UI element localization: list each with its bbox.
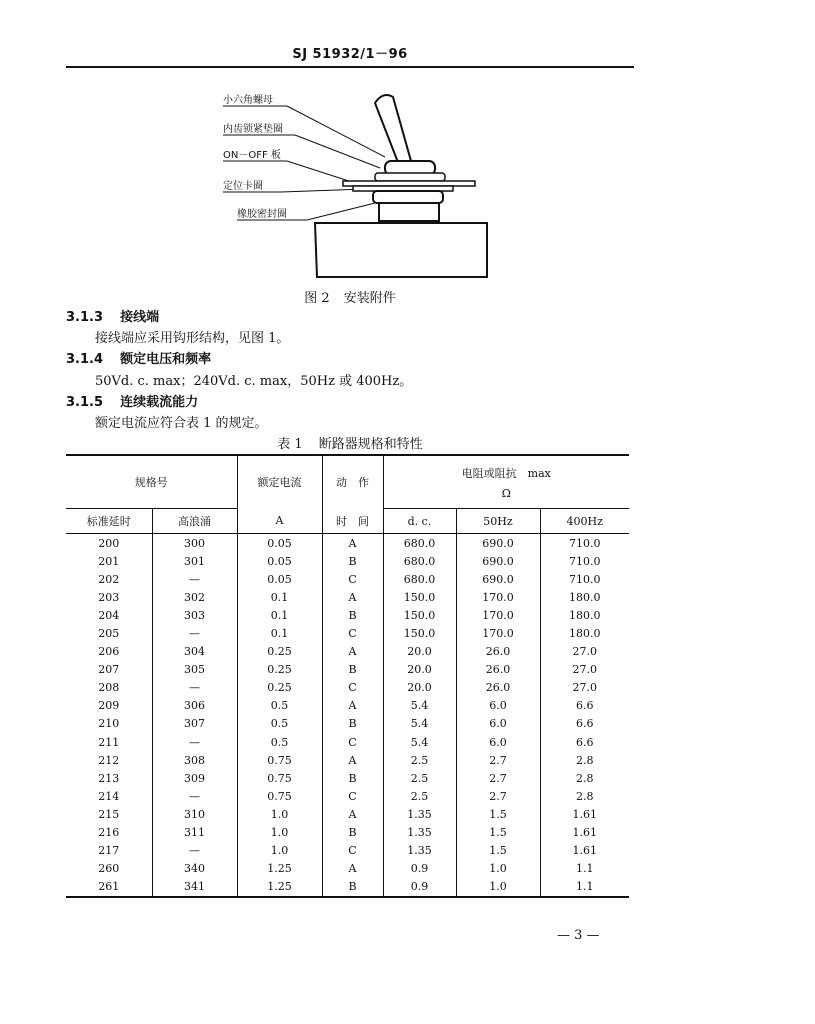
- high-surge-cell: 341: [152, 878, 237, 897]
- standard-delay-cell: 209: [98, 699, 120, 713]
- dc-resistance-cell: 5.4: [383, 697, 456, 715]
- high-surge-cell: 309: [152, 769, 237, 787]
- action-time-cell: A: [322, 697, 383, 715]
- 400hz-impedance-cell: 2.8: [540, 751, 629, 769]
- 50hz-impedance-cell: 170.0: [456, 606, 540, 624]
- action-time-cell: C: [322, 787, 383, 805]
- 50hz-impedance-cell: 690.0: [456, 534, 540, 553]
- section-3-1-5-heading: [66, 391, 198, 410]
- dc-resistance-cell: 0.9: [383, 860, 456, 878]
- dc-resistance-cell: 680.0: [383, 570, 456, 588]
- section-title: 接线端: [120, 310, 160, 325]
- standard-delay-cell: 206: [98, 645, 120, 659]
- dc-resistance-cell: 150.0: [383, 606, 456, 624]
- dc-resistance-cell: 1.35: [383, 842, 456, 860]
- resistance-header: [383, 455, 629, 509]
- dc-resistance-cell: 5.4: [383, 715, 456, 733]
- section-title: 连续载流能力: [120, 395, 199, 410]
- high-surge-cell: —: [152, 787, 237, 805]
- table-row: [66, 588, 629, 606]
- rated-current-cell: 0.5: [237, 715, 322, 733]
- dc-resistance-cell: 2.5: [383, 787, 456, 805]
- dc-resistance-cell: 680.0: [383, 534, 456, 553]
- table-caption: 断路器规格和特性: [318, 437, 423, 452]
- 400hz-impedance-cell: 180.0: [540, 606, 629, 624]
- action-time-cell: B: [322, 824, 383, 842]
- 50hz-impedance-cell: 2.7: [456, 751, 540, 769]
- 400hz-header: 400Hz: [540, 509, 629, 534]
- standard-delay-cell: 261: [66, 878, 152, 897]
- spec-table-wrapper: [66, 454, 629, 898]
- table-row: [66, 805, 629, 823]
- dc-resistance-cell: 20.0: [383, 679, 456, 697]
- action-time-cell: C: [322, 624, 383, 642]
- 400hz-impedance-cell: 1.61: [540, 842, 629, 860]
- standard-delay-cell: 212: [98, 753, 120, 767]
- figure-caption: [0, 287, 700, 306]
- 50hz-impedance-cell: 1.5: [456, 805, 540, 823]
- standard-delay-cell: 203: [98, 590, 120, 604]
- action-time-cell: A: [322, 751, 383, 769]
- page-number: — 3 —: [557, 928, 600, 943]
- dc-resistance-cell: 0.9: [383, 878, 456, 897]
- action-time-cell: C: [322, 842, 383, 860]
- table-row: [66, 733, 629, 751]
- section-3-1-3-text: 接线端应采用钩形结构，见图 1。: [95, 331, 290, 346]
- 50hz-impedance-cell: 26.0: [456, 643, 540, 661]
- high-surge-cell: 305: [152, 661, 237, 679]
- high-surge-cell: —: [152, 624, 237, 642]
- rated-current-cell: 1.0: [237, 842, 322, 860]
- rated-current-cell: 0.75: [237, 751, 322, 769]
- 400hz-impedance-cell: 1.1: [540, 860, 629, 878]
- rated-current-header: 额定电流: [237, 455, 322, 509]
- rated-current-unit: A: [237, 509, 322, 534]
- 400hz-impedance-cell: 27.0: [540, 661, 629, 679]
- action-time-cell: B: [322, 606, 383, 624]
- high-surge-cell: 310: [152, 805, 237, 823]
- high-surge-cell: —: [152, 733, 237, 751]
- rated-current-cell: 0.1: [237, 588, 322, 606]
- switch-body: [315, 223, 487, 277]
- table-row: [66, 552, 629, 570]
- standard-delay-cell: 200: [98, 536, 120, 550]
- dc-resistance-cell: 20.0: [383, 643, 456, 661]
- table-row: [66, 534, 629, 553]
- 50hz-impedance-cell: 170.0: [456, 624, 540, 642]
- section-title: 额定电压和频率: [120, 352, 212, 367]
- dc-resistance-cell: 2.5: [383, 751, 456, 769]
- high-surge-cell: 340: [152, 860, 237, 878]
- 50hz-impedance-cell: 2.7: [456, 787, 540, 805]
- 50hz-impedance-cell: 170.0: [456, 588, 540, 606]
- standard-delay-cell: 210: [98, 717, 120, 731]
- rated-current-cell: 0.25: [237, 679, 322, 697]
- action-time-cell: B: [322, 878, 383, 897]
- dc-header: d. c.: [383, 509, 456, 534]
- standard-delay-cell: 205: [98, 627, 120, 641]
- 50hz-impedance-cell: 26.0: [456, 679, 540, 697]
- toggle-switch-drawing: [215, 85, 495, 285]
- dc-resistance-cell: 1.35: [383, 805, 456, 823]
- table-row: [66, 842, 629, 860]
- action-time-cell: B: [322, 715, 383, 733]
- spec-table: [66, 454, 629, 898]
- rated-current-cell: 1.25: [237, 860, 322, 878]
- rated-current-cell: 1.0: [237, 824, 322, 842]
- resistance-header-label: 电阻或阻抗 max: [461, 466, 551, 480]
- rated-current-cell: 0.75: [237, 769, 322, 787]
- high-surge-cell: 308: [152, 751, 237, 769]
- section-number: 3.1.3: [66, 310, 104, 325]
- 400hz-impedance-cell: 27.0: [540, 643, 629, 661]
- standard-delay-cell: 213: [98, 771, 120, 785]
- 50hz-impedance-cell: 1.0: [456, 878, 540, 897]
- high-surge-cell: 300: [152, 534, 237, 553]
- standard-delay-cell: 217: [98, 844, 120, 858]
- standard-delay-cell: 260: [98, 862, 120, 876]
- 50hz-impedance-cell: 1.0: [456, 860, 540, 878]
- action-time-cell: C: [322, 570, 383, 588]
- table-row: [66, 643, 629, 661]
- fig-label-onoff-plate: ON－OFF 板: [223, 150, 281, 161]
- table-row: [66, 715, 629, 733]
- dc-resistance-cell: 680.0: [383, 552, 456, 570]
- high-surge-cell: 301: [152, 552, 237, 570]
- standard-delay-cell: 211: [98, 735, 120, 749]
- 50hz-impedance-cell: 690.0: [456, 552, 540, 570]
- table-row: [66, 697, 629, 715]
- 400hz-impedance-cell: 2.8: [540, 787, 629, 805]
- 400hz-impedance-cell: 1.61: [540, 824, 629, 842]
- 50hz-impedance-cell: 1.5: [456, 842, 540, 860]
- standard-delay-cell: 215: [98, 807, 120, 821]
- rated-current-cell: 0.1: [237, 624, 322, 642]
- fig-label-locating-ring: 定位卡圈: [223, 181, 263, 192]
- 50hz-impedance-cell: 6.0: [456, 697, 540, 715]
- table-row: [66, 624, 629, 642]
- table-row: [66, 606, 629, 624]
- dc-resistance-cell: 150.0: [383, 588, 456, 606]
- action-time-cell: B: [322, 552, 383, 570]
- high-surge-cell: —: [152, 842, 237, 860]
- mounting-accessories-figure: [215, 85, 495, 285]
- standard-delay-cell: 208: [98, 681, 120, 695]
- high-surge-cell: 307: [152, 715, 237, 733]
- 50hz-impedance-cell: 1.5: [456, 824, 540, 842]
- rated-current-cell: 0.75: [237, 787, 322, 805]
- rated-current-cell: 0.1: [237, 606, 322, 624]
- action-time-cell: B: [322, 769, 383, 787]
- dc-resistance-cell: 1.35: [383, 824, 456, 842]
- fig-label-lock-washer: 内齿锁紧垫圈: [223, 124, 283, 135]
- table-row: [66, 769, 629, 787]
- action-time-header-bottom: 时 间: [322, 509, 383, 534]
- table-row: [66, 661, 629, 679]
- fig-label-nut: 小六角螺母: [223, 95, 273, 106]
- dc-resistance-cell: 20.0: [383, 661, 456, 679]
- action-time-cell: B: [322, 661, 383, 679]
- 400hz-impedance-cell: 6.6: [540, 733, 629, 751]
- standard-delay-cell: 207: [98, 663, 120, 677]
- table-header-row-2: [66, 509, 629, 534]
- document-code: SJ 51932/1－96: [292, 47, 408, 62]
- high-surge-cell: —: [152, 570, 237, 588]
- 400hz-impedance-cell: 6.6: [540, 715, 629, 733]
- standard-delay-header: 标准延时: [66, 509, 152, 534]
- 400hz-impedance-cell: 27.0: [540, 679, 629, 697]
- rated-current-cell: 0.05: [237, 534, 322, 553]
- dc-resistance-cell: 5.4: [383, 733, 456, 751]
- action-time-cell: C: [322, 733, 383, 751]
- 400hz-impedance-cell: 180.0: [540, 588, 629, 606]
- action-time-cell: A: [322, 534, 383, 553]
- rated-current-cell: 0.05: [237, 570, 322, 588]
- 50hz-impedance-cell: 690.0: [456, 570, 540, 588]
- 400hz-impedance-cell: 710.0: [540, 534, 629, 553]
- table-row: [66, 878, 629, 897]
- spec-header: 规格号: [66, 455, 237, 509]
- 400hz-impedance-cell: 710.0: [540, 552, 629, 570]
- table-title: [0, 433, 700, 452]
- switch-neck: [379, 203, 439, 221]
- 400hz-impedance-cell: 710.0: [540, 570, 629, 588]
- action-time-cell: A: [322, 860, 383, 878]
- standard-delay-cell: 201: [98, 554, 120, 568]
- 400hz-impedance-cell: 2.8: [540, 769, 629, 787]
- section-3-1-5-text: 额定电流应符合表 1 的规定。: [95, 416, 268, 431]
- section-3-1-4-text: 50Vd. c. max；240Vd. c. max，50Hz 或 400Hz。: [95, 374, 413, 389]
- table-row: [66, 860, 629, 878]
- action-time-cell: A: [322, 805, 383, 823]
- lock-washer: [375, 173, 445, 181]
- rated-current-cell: 0.05: [237, 552, 322, 570]
- 400hz-impedance-cell: 180.0: [540, 624, 629, 642]
- action-time-cell: C: [322, 679, 383, 697]
- 50hz-impedance-cell: 26.0: [456, 661, 540, 679]
- high-surge-cell: 302: [152, 588, 237, 606]
- rubber-seal: [373, 191, 443, 203]
- high-surge-cell: —: [152, 679, 237, 697]
- high-surge-cell: 306: [152, 697, 237, 715]
- 50hz-header: 50Hz: [456, 509, 540, 534]
- rated-current-cell: 1.0: [237, 805, 322, 823]
- figure-number: 图 2: [304, 291, 330, 306]
- rated-current-cell: 0.5: [237, 697, 322, 715]
- dc-resistance-cell: 2.5: [383, 769, 456, 787]
- section-3-1-4-heading: [66, 348, 211, 367]
- action-time-cell: A: [322, 643, 383, 661]
- standard-delay-cell: 204: [98, 608, 120, 622]
- fig-label-rubber-seal: 橡胶密封圈: [237, 209, 287, 220]
- high-surge-cell: 311: [152, 824, 237, 842]
- 50hz-impedance-cell: 6.0: [456, 733, 540, 751]
- figure-title: 安装附件: [343, 291, 396, 306]
- table-row: [66, 751, 629, 769]
- table-row: [66, 787, 629, 805]
- resistance-unit: Ω: [501, 486, 511, 500]
- rated-current-cell: 0.25: [237, 643, 322, 661]
- table-row: [66, 570, 629, 588]
- table-body: [66, 534, 629, 897]
- table-row: [66, 679, 629, 697]
- 400hz-impedance-cell: 1.1: [540, 878, 629, 897]
- standard-delay-cell: 214: [98, 789, 120, 803]
- rated-current-cell: 1.25: [237, 878, 322, 897]
- high-surge-cell: 303: [152, 606, 237, 624]
- section-number: 3.1.4: [66, 352, 104, 367]
- 50hz-impedance-cell: 2.7: [456, 769, 540, 787]
- header-rule: [66, 66, 634, 68]
- table-row: [66, 824, 629, 842]
- standard-delay-cell: 202: [98, 572, 120, 586]
- dc-resistance-cell: 150.0: [383, 624, 456, 642]
- action-time-header-top: 动 作: [322, 455, 383, 509]
- rated-current-cell: 0.5: [237, 733, 322, 751]
- high-surge-header: 高浪涌: [152, 509, 237, 534]
- table-header-row-1: [66, 455, 629, 509]
- high-surge-cell: 304: [152, 643, 237, 661]
- standard-delay-cell: 216: [98, 826, 120, 840]
- section-3-1-3-heading: [66, 306, 159, 325]
- 400hz-impedance-cell: 1.61: [540, 805, 629, 823]
- rated-current-cell: 0.25: [237, 661, 322, 679]
- action-time-cell: A: [322, 588, 383, 606]
- table-number: 表 1: [277, 437, 303, 452]
- 400hz-impedance-cell: 6.6: [540, 697, 629, 715]
- 50hz-impedance-cell: 6.0: [456, 715, 540, 733]
- section-number: 3.1.5: [66, 395, 104, 410]
